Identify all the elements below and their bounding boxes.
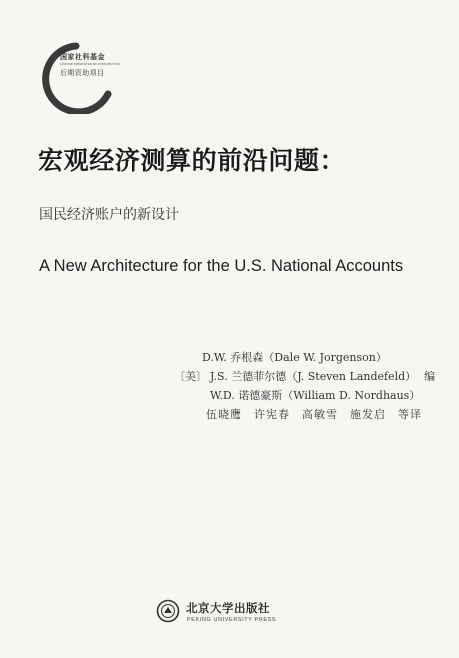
book-subtitle: 国民经济账户的新设计 xyxy=(39,207,179,223)
book-title: 宏观经济测算的前沿问题： xyxy=(38,146,346,175)
series-logo-line3: 后期资助项目 xyxy=(60,69,105,77)
editor-3: W.D. 诺德豪斯（William D. Nordhaus） xyxy=(210,389,421,402)
series-logo-line1: 国家社科基金 xyxy=(60,53,105,61)
translators-line xyxy=(150,405,450,424)
editor-line-3 xyxy=(150,386,450,405)
editor-1: D.W. 乔根森（Dale W. Jorgenson） xyxy=(202,351,387,364)
series-logo-line2: Chinese national social sciences fund xyxy=(60,62,120,66)
english-title: A New Architecture for the U.S. National Accounts xyxy=(39,257,404,275)
publisher-name-en: PEKING UNIVERSITY PRESS xyxy=(187,617,277,623)
credits-block xyxy=(150,348,450,424)
editor-2: J.S. 兰德菲尔德（J. Steven Landefeld） xyxy=(210,370,417,383)
translators: 伍晓鹰 许宪春 高敏雪 施发启 等译 xyxy=(206,408,422,421)
editor-line-2 xyxy=(150,367,450,386)
editor-role: 编 xyxy=(424,370,436,383)
publisher-block xyxy=(156,597,316,631)
publisher-emblem-icon xyxy=(156,599,180,623)
series-logo xyxy=(36,36,132,114)
nationality-label: 〔美〕 xyxy=(174,370,207,383)
publisher-name: 北京大学出版社 xyxy=(186,601,270,615)
editor-line-1 xyxy=(150,348,450,367)
